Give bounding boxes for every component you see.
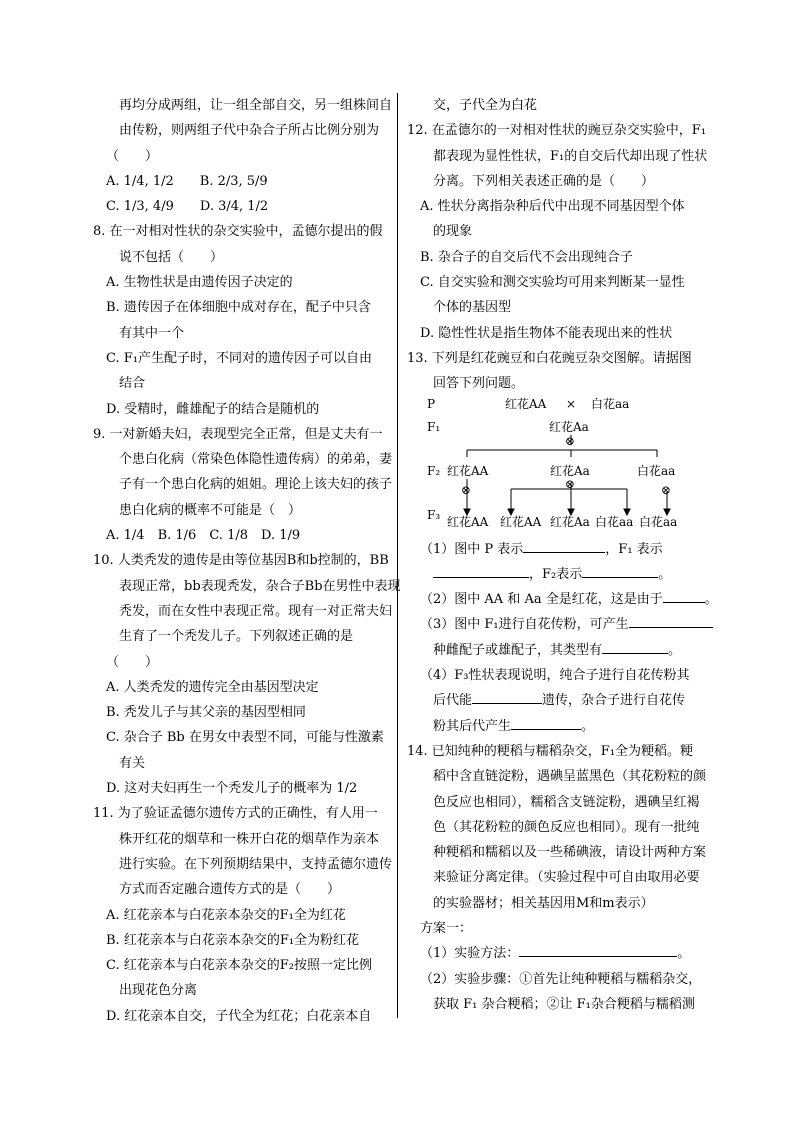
f3-white-aa: 白花aa [595, 514, 634, 529]
text-line: 种粳稻和糯稻以及一些稀碘液，请设计两种方案 [433, 845, 707, 861]
text-line: 14. 已知纯种的粳稻与糯稻杂交，F₁全为粳稻。粳 [407, 743, 694, 759]
text-line: B. 秃发儿子与其父亲的基因型相同 [106, 705, 306, 721]
parent-white: 白花aa [591, 396, 630, 411]
text-line: D. 隐性性状是指生物体不能表现出来的性状 [420, 325, 673, 341]
text-line: 13. 下列是红花豌豆和白花豌豆杂交图解。请据图 [407, 350, 692, 366]
text-line: C. F₁产生配子时，不同对的遗传因子可以自由 [106, 350, 372, 366]
text-line: 分离。下列相关表述正确的是（ ） [433, 173, 655, 189]
text-line: A. 生物性状是由遗传因子决定的 [106, 275, 293, 291]
text-line: 个患白化病（常染色体隐性遗传病）的弟弟，妻 [119, 452, 393, 468]
text-line: 都表现为显性性状，F₁的自交后代却出现了性状 [433, 148, 708, 164]
text-line: 子有一个患白化病的姐姐。理论上该夫妇的孩子 [119, 477, 393, 493]
text-line: 交，子代全为白花 [433, 98, 538, 113]
right-bottom-text [407, 739, 725, 941]
text-line: 有关 [119, 755, 146, 771]
cross-diagram-lines [407, 397, 725, 523]
parent-red: 红花AA [505, 396, 547, 411]
text-line: 10. 人类秃发的遗传是由等位基因B和b控制的，BB [93, 553, 389, 569]
selfing-icon: ⊗ [461, 482, 472, 497]
gen-label-f1: F₁ [427, 419, 441, 434]
text-line: A. 1/4 B. 1/6 C. 1/8 D. 1/9 [106, 528, 301, 544]
text-line: 结合 [119, 376, 146, 392]
text-line: 个体的基因型 [433, 300, 512, 316]
text-line: 回答下列问题。 [433, 376, 525, 392]
q14-steps-line1: （2）实验步骤：①首先让纯种粳稻与糯稻杂交， [420, 971, 702, 987]
q13-3-line1: （3）图中 F₁进行自花传粉，可产生 [407, 612, 725, 637]
right-top-text [407, 93, 725, 397]
answer-blank[interactable] [582, 563, 658, 578]
text-line: C. 1/3, 4/9 D. 3/4, 1/2 [106, 199, 269, 215]
text-line: 再均分成两组，让一组全部自交，另一组株间自 [119, 98, 393, 113]
f2-red-AA: 红花AA [447, 463, 489, 478]
text-line: C. 自交实验和测交实验均可用来判断某一显性 [420, 275, 685, 291]
text-line: 色反应也相同），糯稻含支链淀粉，遇碘呈红褐 [433, 794, 700, 810]
text-line: （ ） [106, 148, 159, 164]
text-line: （ ） [106, 654, 159, 670]
text-line: 说不包括（ ） [119, 249, 224, 265]
q13-1-line2: ，F₂表示 。 [407, 562, 725, 587]
text-line: D. 受精时，雌雄配子的结合是随机的 [106, 401, 320, 417]
f3-red-Aa: 红花Aa [550, 514, 590, 529]
q14-method: （1）实验方法： 。 [407, 941, 725, 966]
text-line: 9. 一对新婚夫妇，表现型完全正常，但是丈夫有一 [93, 426, 383, 442]
answer-blank[interactable] [523, 538, 605, 553]
f1-red-aa: 红花Aa [549, 419, 589, 434]
left-column [93, 93, 401, 1029]
text-line: 患白化病的概率不可能是（ ） [119, 502, 302, 518]
text-line: 的现象 [433, 224, 473, 240]
text-line: A. 1/4, 1/2 B. 2/3, 5/9 [106, 173, 268, 189]
gen-label-f2: F₂ [427, 463, 441, 478]
selfing-icon: ⊗ [565, 433, 576, 448]
q13-2: （2）图中 AA 和 Aa 全是红花，这是由于 。 [407, 587, 725, 612]
answer-blank[interactable] [602, 639, 668, 654]
text-line: A. 人类秃发的遗传完全由基因型决定 [106, 679, 319, 695]
text-line: 方式而否定融合遗传方式的是（ ） [119, 882, 341, 898]
answer-blank[interactable] [629, 613, 713, 628]
f2-red-Aa: 红花Aa [550, 463, 590, 478]
text-line: 色（其花粉粒的颜色反应也相同）。现有一批纯 [433, 819, 700, 835]
answer-blank[interactable] [472, 689, 542, 704]
text-line: A. 性状分离指杂种后代中出现不同基因型个体 [420, 199, 685, 215]
text-line: 8. 在一对相对性状的杂交实验中，孟德尔提出的假 [93, 224, 383, 240]
answer-blank[interactable] [663, 588, 705, 603]
text-line: 11. 为了验证孟德尔遗传方式的正确性，有人用一 [93, 806, 378, 822]
text-line: B. 遗传因子在体细胞中成对存在，配子中只含 [106, 300, 371, 316]
gen-label-p: P [427, 396, 436, 411]
text-line: B. 红花亲本与白花亲本杂交的F₁全为粉红花 [106, 932, 360, 948]
answer-blank[interactable] [519, 942, 677, 957]
text-line: 有其中一个 [119, 325, 185, 341]
f3-red-AA-2: 红花AA [500, 514, 542, 529]
selfing-icon: ⊗ [661, 482, 672, 497]
f3-red-AA: 红花AA [447, 514, 489, 529]
text-line: 生育了一个秃发儿子。下列叙述正确的是 [119, 629, 354, 645]
text-line: 株开红花的烟草和一株开白花的烟草作为亲本 [119, 831, 380, 847]
gen-label-f3: F₃ [427, 507, 441, 522]
text-line: 稻中含直链淀粉，遇碘呈蓝黑色（其花粉粒的颜 [433, 769, 707, 785]
text-line: 进行实验。在下列预期结果中，支持孟德尔遗传 [119, 856, 393, 872]
q13-4-line2: 后代能 遗传，杂合子进行自花传 [407, 688, 725, 713]
text-line: 12. 在孟德尔的一对相对性状的豌豆杂交实验中，F₁ [407, 123, 707, 139]
text-line: 方案一： [420, 921, 473, 937]
text-line: C. 杂合子 Bb 在男女中表型不同，可能与性激素 [106, 730, 384, 746]
text-line: 表现正常，bb表现秃发，杂合子Bb在男性中表现 [119, 578, 401, 594]
text-line: C. 红花亲本与白花亲本杂交的F₂按照一定比例 [106, 958, 372, 974]
text-line: A. 红花亲本与白花亲本杂交的F₁全为红花 [106, 907, 346, 923]
q13-1-line1: （1）图中 P 表示 ，F₁ 表示 [407, 537, 725, 562]
text-line: D. 红花亲本自交，子代全为红花；白花亲本自 [106, 1008, 372, 1024]
text-line: D. 这对夫妇再生一个秃发儿子的概率为 1/2 [106, 781, 358, 797]
q14-steps-line2: 获取 F₁ 杂合粳稻；②让 F₁杂合粳稻与糯稻测 [433, 996, 695, 1012]
column-divider [397, 93, 398, 1018]
text-line: 秃发，而在女性中表现正常。现有一对正常夫妇 [119, 603, 393, 619]
text-line: B. 杂合子的自交后代不会出现纯合子 [420, 249, 633, 265]
q13-3-line2: 种雌配子或雄配子，其类型有 。 [407, 638, 725, 663]
text-line: 来验证分离定律。（实验过程中可自由取用必要 [433, 870, 700, 886]
text-line: 的实验器材；相关基因用M和m表示） [433, 895, 654, 911]
q13-4-line3: 粉其后代产生 。 [407, 714, 725, 739]
selfing-icon: ⊗ [565, 476, 576, 491]
cross-symbol: × [566, 396, 577, 411]
cross-diagram [407, 396, 725, 529]
answer-blank[interactable] [511, 715, 581, 730]
f2-white-aa: 白花aa [637, 463, 676, 478]
answer-blank[interactable] [433, 563, 529, 578]
right-column [407, 93, 725, 1017]
text-line: 出现花色分离 [119, 983, 198, 999]
text-line: 由传粉，则两组子代中杂合子所占比例分别为 [119, 123, 380, 139]
q13-4-line1: （4）F₃性状表现说明，纯合子进行自花传粉其 [420, 668, 690, 684]
f3-white-aa-2: 白花aa [639, 514, 678, 529]
